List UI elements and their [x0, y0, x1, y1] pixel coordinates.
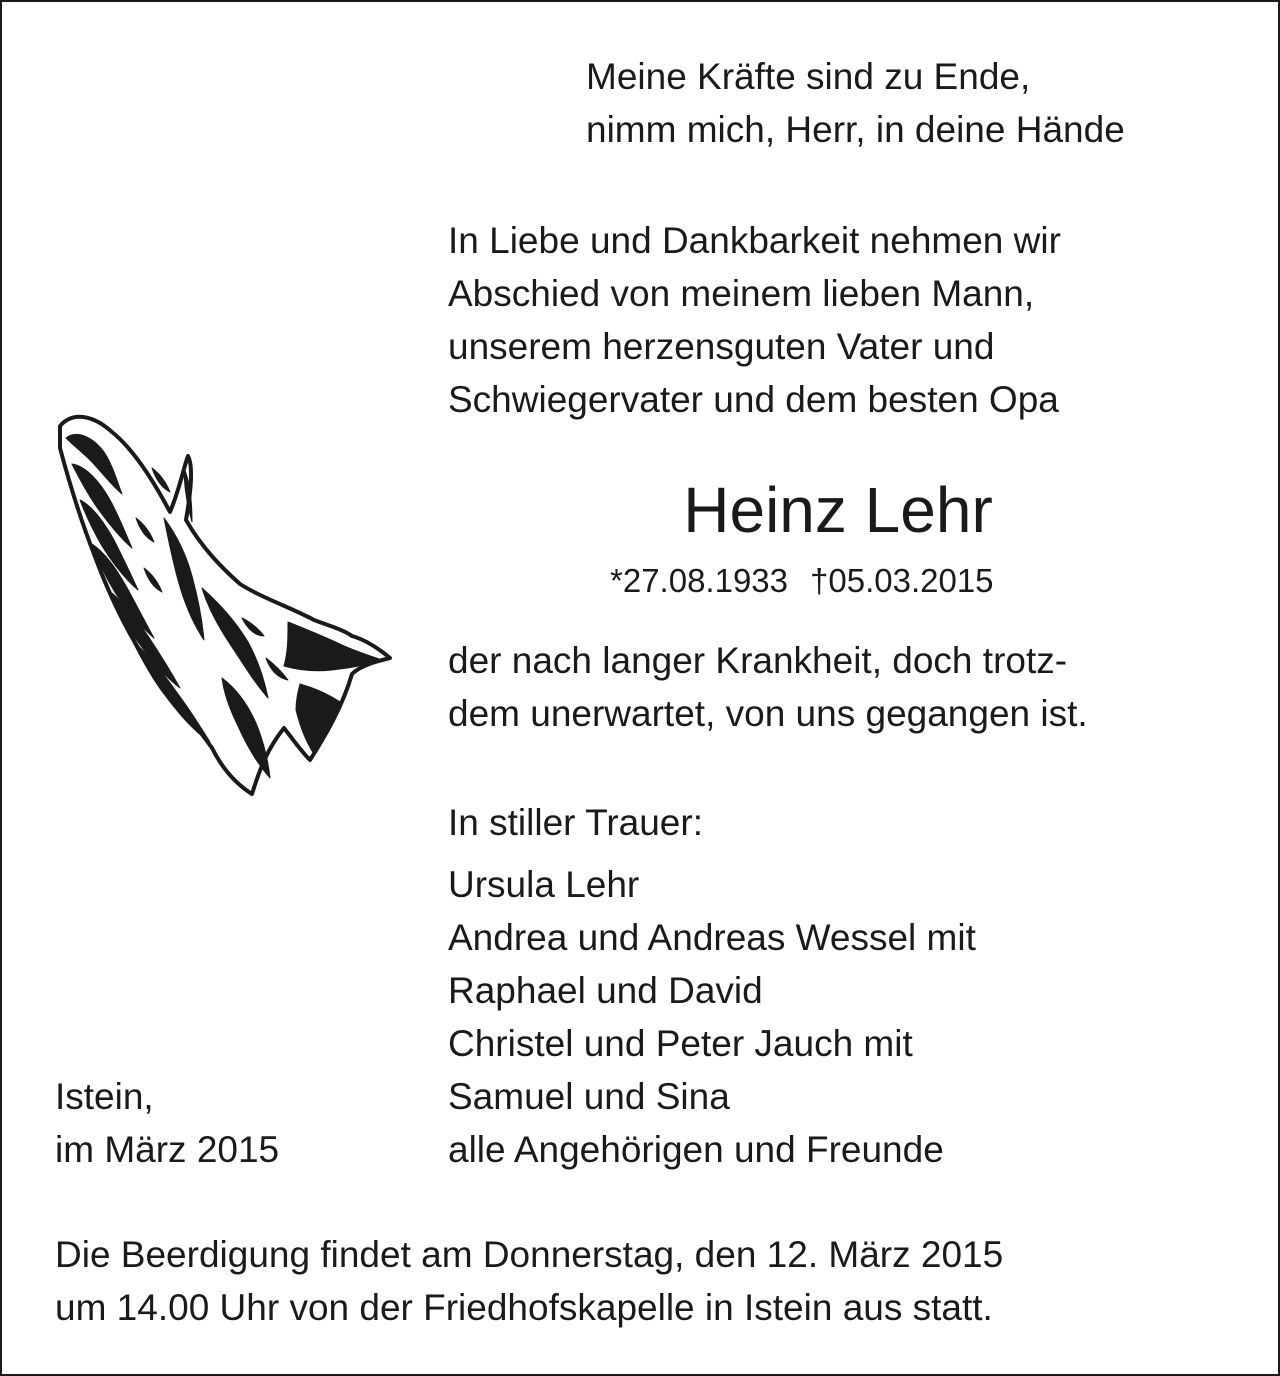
intro-text: [448, 214, 1061, 426]
place-line: Istein,: [55, 1076, 154, 1117]
intro-line: unserem herzensguten Vater und: [448, 326, 995, 367]
funeral-notice: [55, 1228, 1003, 1334]
praying-hands-icon: [52, 408, 402, 798]
mourner-line: Ursula Lehr: [448, 864, 640, 905]
intro-line: In Liebe und Dankbarkeit nehmen wir: [448, 220, 1061, 261]
mourner-line: Samuel und Sina: [448, 1076, 730, 1117]
birth-date: *27.08.1933: [610, 562, 789, 599]
life-dates: [610, 558, 994, 604]
funeral-line: Die Beerdigung findet am Donnerstag, den 12. März 2015: [55, 1234, 1004, 1275]
mourner-line: Andrea und Andreas Wessel mit: [448, 917, 976, 958]
place-date: [55, 1070, 279, 1176]
verse-line: Meine Kräfte sind zu Ende,: [586, 56, 1031, 97]
verse: [586, 50, 1125, 156]
intro-line: Abschied von meinem lieben Mann,: [448, 273, 1035, 314]
deceased-name: Heinz Lehr: [683, 474, 993, 546]
mourner-line: Raphael und David: [448, 970, 763, 1011]
mourners-heading: In stiller Trauer:: [448, 802, 703, 843]
mourner-line: alle Angehörigen und Freunde: [448, 1129, 944, 1170]
verse-line: nimm mich, Herr, in deine Hände: [586, 109, 1125, 150]
closing-line: der nach langer Krankheit, doch trotz-: [448, 640, 1068, 681]
mourners-list: [448, 858, 976, 1176]
funeral-line: um 14.00 Uhr von der Friedhofskapelle in Istein aus statt.: [55, 1287, 993, 1328]
date-line: im März 2015: [55, 1129, 280, 1170]
closing-line: dem unerwartet, von uns gegangen ist.: [448, 693, 1088, 734]
closing-text: [448, 634, 1088, 740]
intro-line: Schwiegervater und dem besten Opa: [448, 379, 1059, 420]
death-date: †05.03.2015: [810, 562, 994, 599]
mourner-line: Christel und Peter Jauch mit: [448, 1023, 913, 1064]
